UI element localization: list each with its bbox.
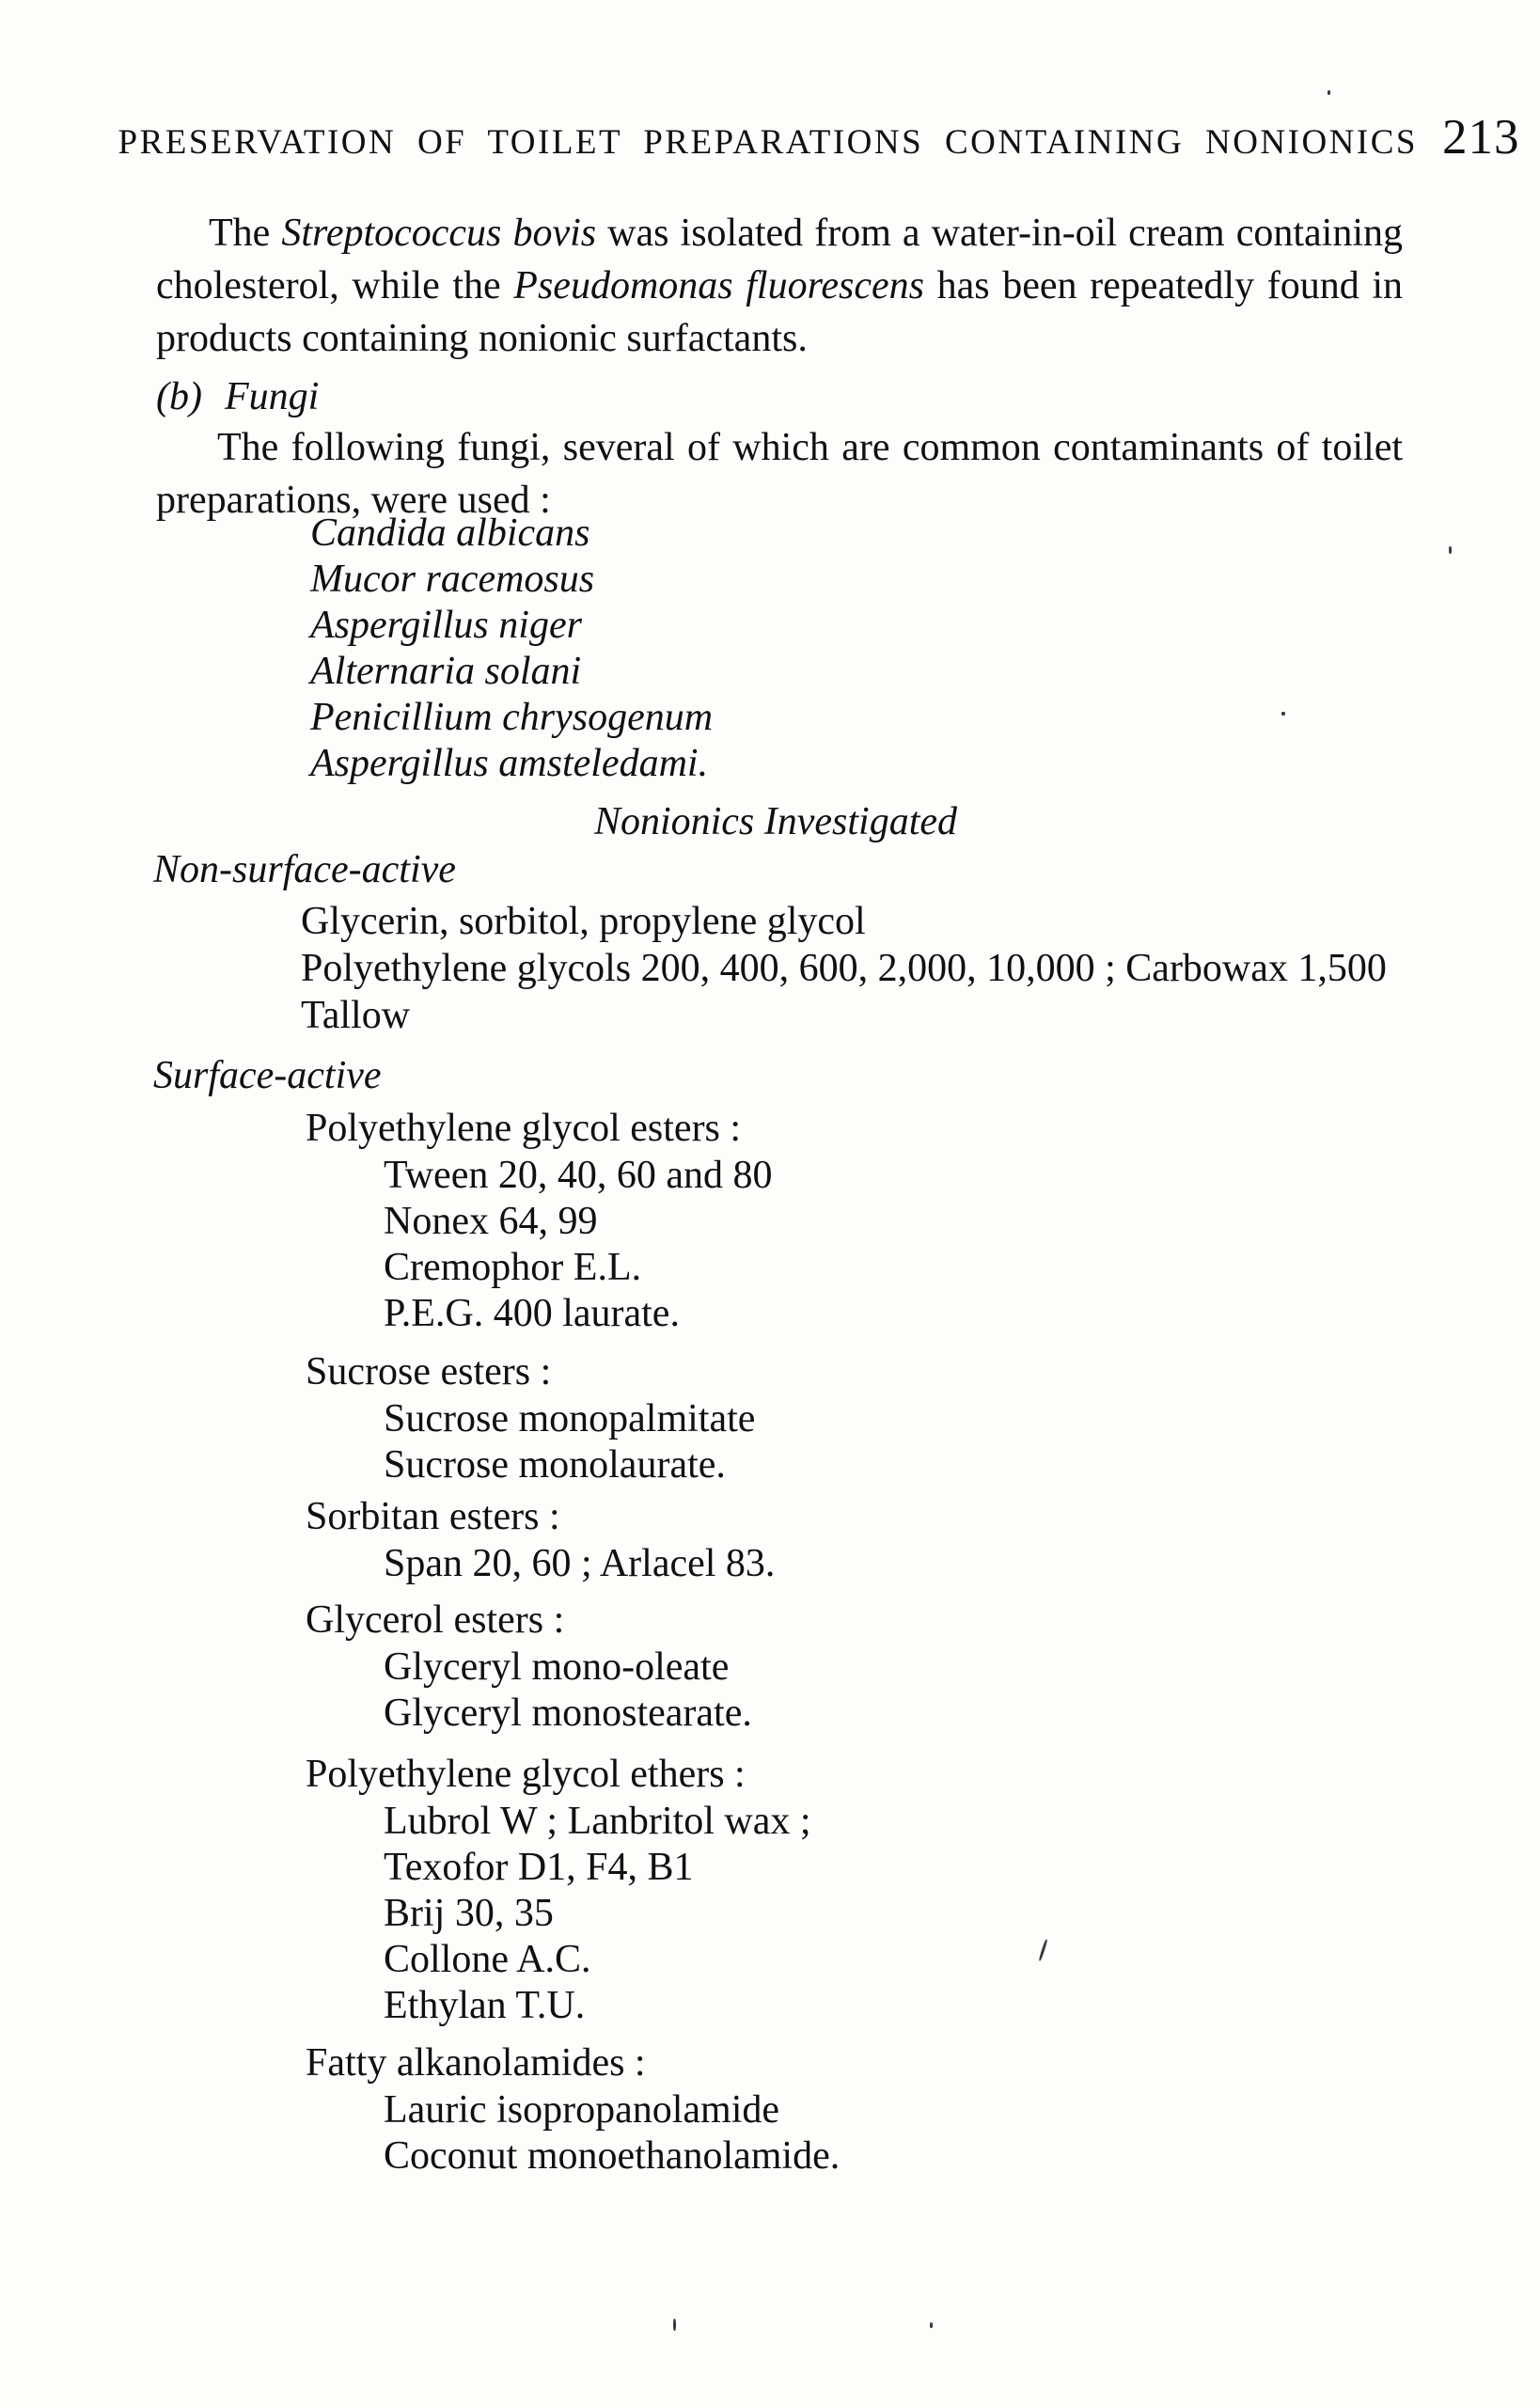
non-surface-active-label: Non-surface-active: [153, 848, 456, 891]
fungi-species-item: Penicillium chrysogenum: [310, 696, 714, 739]
scan-speck: [1449, 546, 1452, 554]
group-name: Fatty alkanolamides :: [306, 2041, 646, 2085]
group-name: Glycerol esters :: [306, 1598, 565, 1642]
fungi-species-item: Candida albicans: [310, 512, 590, 555]
running-head-title: PRESERVATION OF TOILET PREPARATIONS CONTAINING NONIONICS: [118, 123, 1418, 162]
intro-paragraph-line-3: products containing nonionic surfactants.: [156, 317, 808, 360]
surfactant-group: [306, 1494, 775, 1587]
surfactant-group: [306, 1106, 772, 1337]
group-item: Nonex 64, 99: [384, 1200, 598, 1243]
group-item: Ethylan T.U.: [384, 1984, 586, 2027]
scan-speck: [673, 2319, 676, 2331]
group-item: Texofor D1, F4, B1: [384, 1846, 694, 1889]
fungi-intro-line-2: preparations, were used :: [156, 479, 551, 522]
non-surface-active-item: Glycerin, sorbitol, propylene glycol: [301, 900, 866, 943]
species-name-italic: Streptococcus bovis: [281, 212, 597, 255]
text-segment: has been repeatedly found in: [924, 264, 1403, 307]
scan-speck: [930, 2322, 933, 2328]
group-item: P.E.G. 400 laurate.: [384, 1292, 680, 1335]
fungi-species-item: Aspergillus niger: [310, 604, 582, 647]
group-name: Sorbitan esters :: [306, 1495, 560, 1538]
group-item: Sucrose monopalmitate: [384, 1397, 756, 1440]
scan-speck: [1281, 712, 1285, 716]
group-name: Polyethylene glycol esters :: [306, 1107, 742, 1150]
species-name-italic: Pseudomonas fluorescens: [513, 264, 924, 307]
group-item: Cremophor E.L.: [384, 1246, 642, 1289]
group-name: Sucrose esters :: [306, 1350, 552, 1393]
section-b-title: Fungi: [224, 375, 320, 418]
group-item: Glyceryl mono-oleate: [384, 1645, 730, 1689]
running-head: [118, 109, 1520, 165]
group-name: Polyethylene glycol ethers :: [306, 1753, 746, 1796]
intro-paragraph-line-1: [209, 211, 1403, 258]
fungi-intro-line-1: The following fungi, several of which are common contaminants of toilet: [217, 426, 1403, 469]
group-item: Sucrose monolaurate.: [384, 1443, 726, 1487]
surface-active-label: Surface-active: [153, 1054, 382, 1097]
text-segment: was isolated from a water-in-oil cream containing: [596, 212, 1403, 255]
section-b-heading: [156, 374, 319, 421]
fungi-species-item: Aspergillus amsteledami.: [310, 742, 709, 785]
group-item: Collone A.C.: [384, 1938, 591, 1981]
group-item: Span 20, 60 ; Arlacel 83.: [384, 1542, 776, 1585]
non-surface-active-list: [301, 899, 1387, 1040]
surfactant-group: [306, 2040, 840, 2180]
surfactant-group: [306, 1752, 811, 2029]
non-surface-active-item: Tallow: [301, 994, 411, 1037]
surfactant-group: [306, 1349, 755, 1488]
surfactant-group: [306, 1597, 752, 1737]
page-number: 213: [1441, 110, 1520, 165]
intro-paragraph-line-2: [156, 263, 1403, 310]
fungi-species-item: Mucor racemosus: [310, 558, 595, 601]
fungi-species-item: Alternaria solani: [310, 650, 582, 693]
fungi-species-list: [310, 511, 713, 787]
group-item: Glyceryl monostearate.: [384, 1692, 752, 1735]
non-surface-active-item: Polyethylene glycols 200, 400, 600, 2,000, 10,000 ; Carbowax 1,500: [301, 947, 1387, 990]
section-b-label: (b): [156, 375, 202, 418]
scan-speck: [1038, 1939, 1047, 1961]
nonionics-heading: Nonionics Investigated: [593, 800, 958, 843]
group-item: Lauric isopropanolamide: [384, 2088, 780, 2132]
group-item: Brij 30, 35: [384, 1892, 554, 1935]
scan-speck: [1328, 90, 1330, 95]
group-item: Coconut monoethanolamide.: [384, 2134, 841, 2178]
group-item: Lubrol W ; Lanbritol wax ;: [384, 1800, 811, 1843]
group-item: Tween 20, 40, 60 and 80: [384, 1154, 773, 1197]
text-segment: The: [209, 212, 282, 255]
text-segment: cholesterol, while the: [156, 264, 514, 307]
